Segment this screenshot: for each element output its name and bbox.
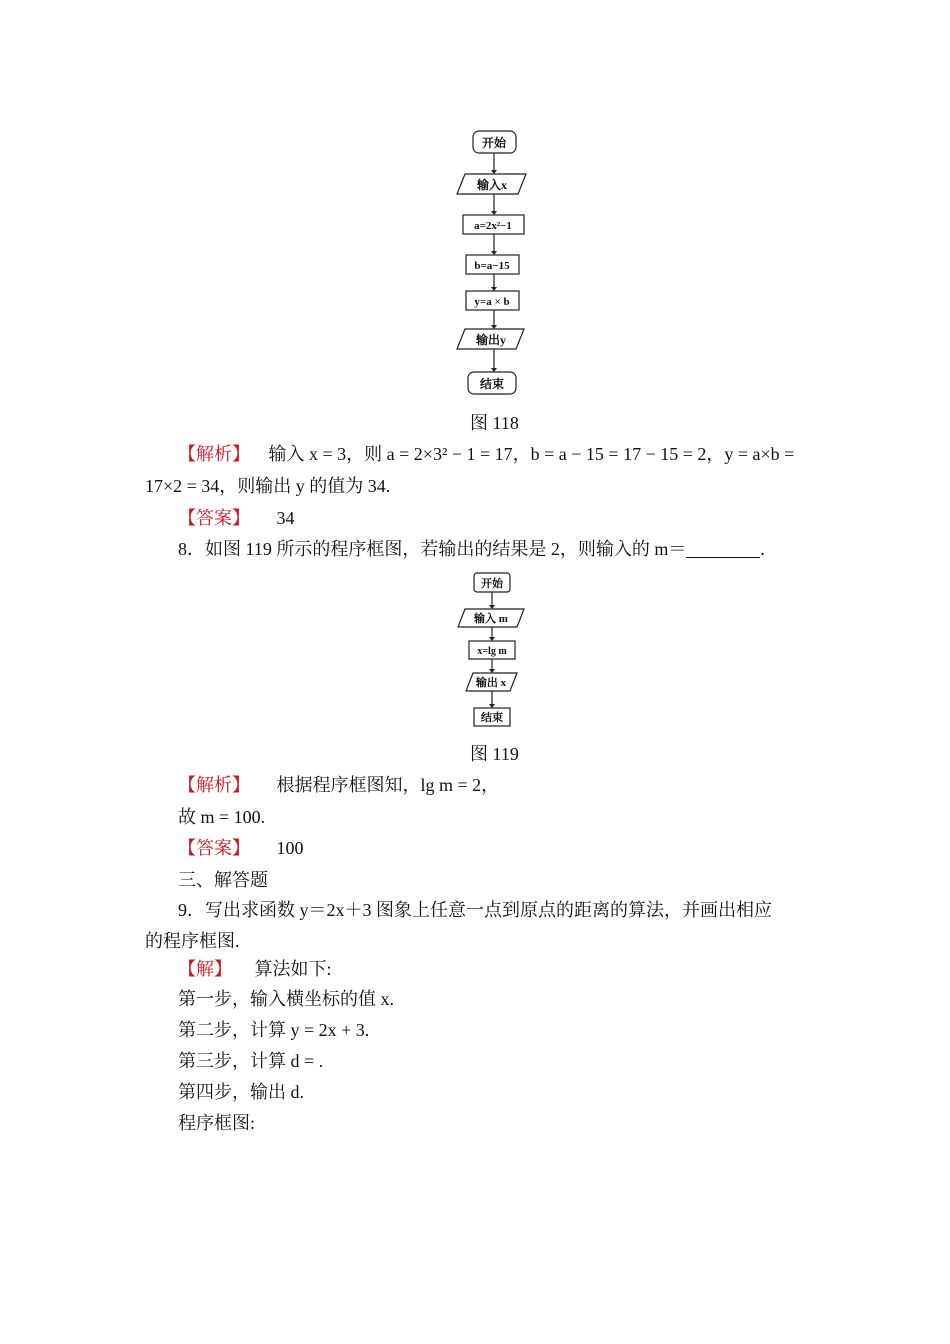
- fc119-step-text: x=lg m: [477, 646, 507, 657]
- q7-analysis-label: 【解析】: [178, 444, 250, 464]
- fc119-start-text: 开始: [481, 578, 503, 590]
- q8-question-end: .: [760, 539, 765, 559]
- fc118-input-text: 输入x: [476, 178, 508, 192]
- figure-caption-118: 图 118: [470, 413, 519, 433]
- q8-question: [178, 537, 765, 561]
- fc118-step3-text: y=a × b: [474, 296, 510, 308]
- q9-solution-line: [178, 957, 332, 981]
- q9-solution-label: 【解】: [178, 959, 232, 979]
- fc118-output-text: 输出y: [475, 333, 507, 347]
- q7-answer-label: 【答案】: [178, 508, 250, 528]
- fc118-start-text: 开始: [481, 136, 507, 150]
- flowchart-118: [430, 128, 560, 400]
- q8-answer-label: 【答案】: [178, 838, 250, 858]
- q8-answer-line: [178, 836, 304, 860]
- q9-chart-label: 程序框图:: [178, 1113, 256, 1133]
- q8-question-text: 8．如图 119 所示的程序框图，若输出的结果是 2，则输入的 m＝: [178, 539, 687, 559]
- fc118-step2-text: b=a−15: [474, 260, 510, 272]
- q8-answer-value: 100: [276, 838, 304, 858]
- q9-step-1: 第一步，输入横坐标的值 x.: [178, 989, 394, 1009]
- fc118-end-text: 结束: [479, 377, 505, 391]
- q7-answer-value: 34: [276, 508, 295, 528]
- q7-answer-line: [178, 506, 295, 530]
- fc119-output-text: 输出 x: [475, 677, 507, 689]
- q8-analysis-line1: [178, 773, 499, 797]
- q9-step-2: 第二步，计算 y = 2x + 3.: [178, 1020, 370, 1040]
- flowchart-118-svg: [430, 128, 560, 400]
- flowchart-119-svg: [440, 570, 550, 730]
- q9-question-line2: 的程序框图.: [145, 931, 240, 951]
- q8-analysis-label: 【解析】: [178, 775, 250, 795]
- section-heading: 三、解答题: [178, 870, 268, 890]
- q8-answer-blank: [686, 539, 760, 558]
- q9-question-line1: 9．写出求函数 y＝2x＋3 图象上任意一点到原点的距离的算法，并画出相应: [178, 900, 772, 920]
- fc119-end-text: 结束: [481, 712, 503, 724]
- q7-analysis-line2: 17×2 = 34，则输出 y 的值为 34.: [145, 476, 391, 496]
- fc118-step1-text: a=2x²−1: [474, 220, 512, 232]
- q8-analysis-line2: 故 m = 100.: [178, 807, 266, 827]
- q8-analysis-text1: 根据程序框图知，lg m = 2，: [276, 775, 500, 795]
- figure-caption-119: 图 119: [470, 744, 519, 764]
- q7-analysis-text1: 输入 x = 3，则 a = 2×3² − 1 = 17，b = a − 15 = 17 − 15 = 2，y = a×b =: [268, 444, 795, 464]
- fc119-input-text: 输入 m: [474, 613, 508, 625]
- flowchart-119: [440, 570, 550, 730]
- q9-solution-intro: 算法如下:: [254, 959, 332, 979]
- q7-analysis-line1: [178, 442, 794, 466]
- q9-step-3: 第三步，计算 d = .: [178, 1051, 324, 1071]
- q9-step-4: 第四步，输出 d.: [178, 1082, 304, 1102]
